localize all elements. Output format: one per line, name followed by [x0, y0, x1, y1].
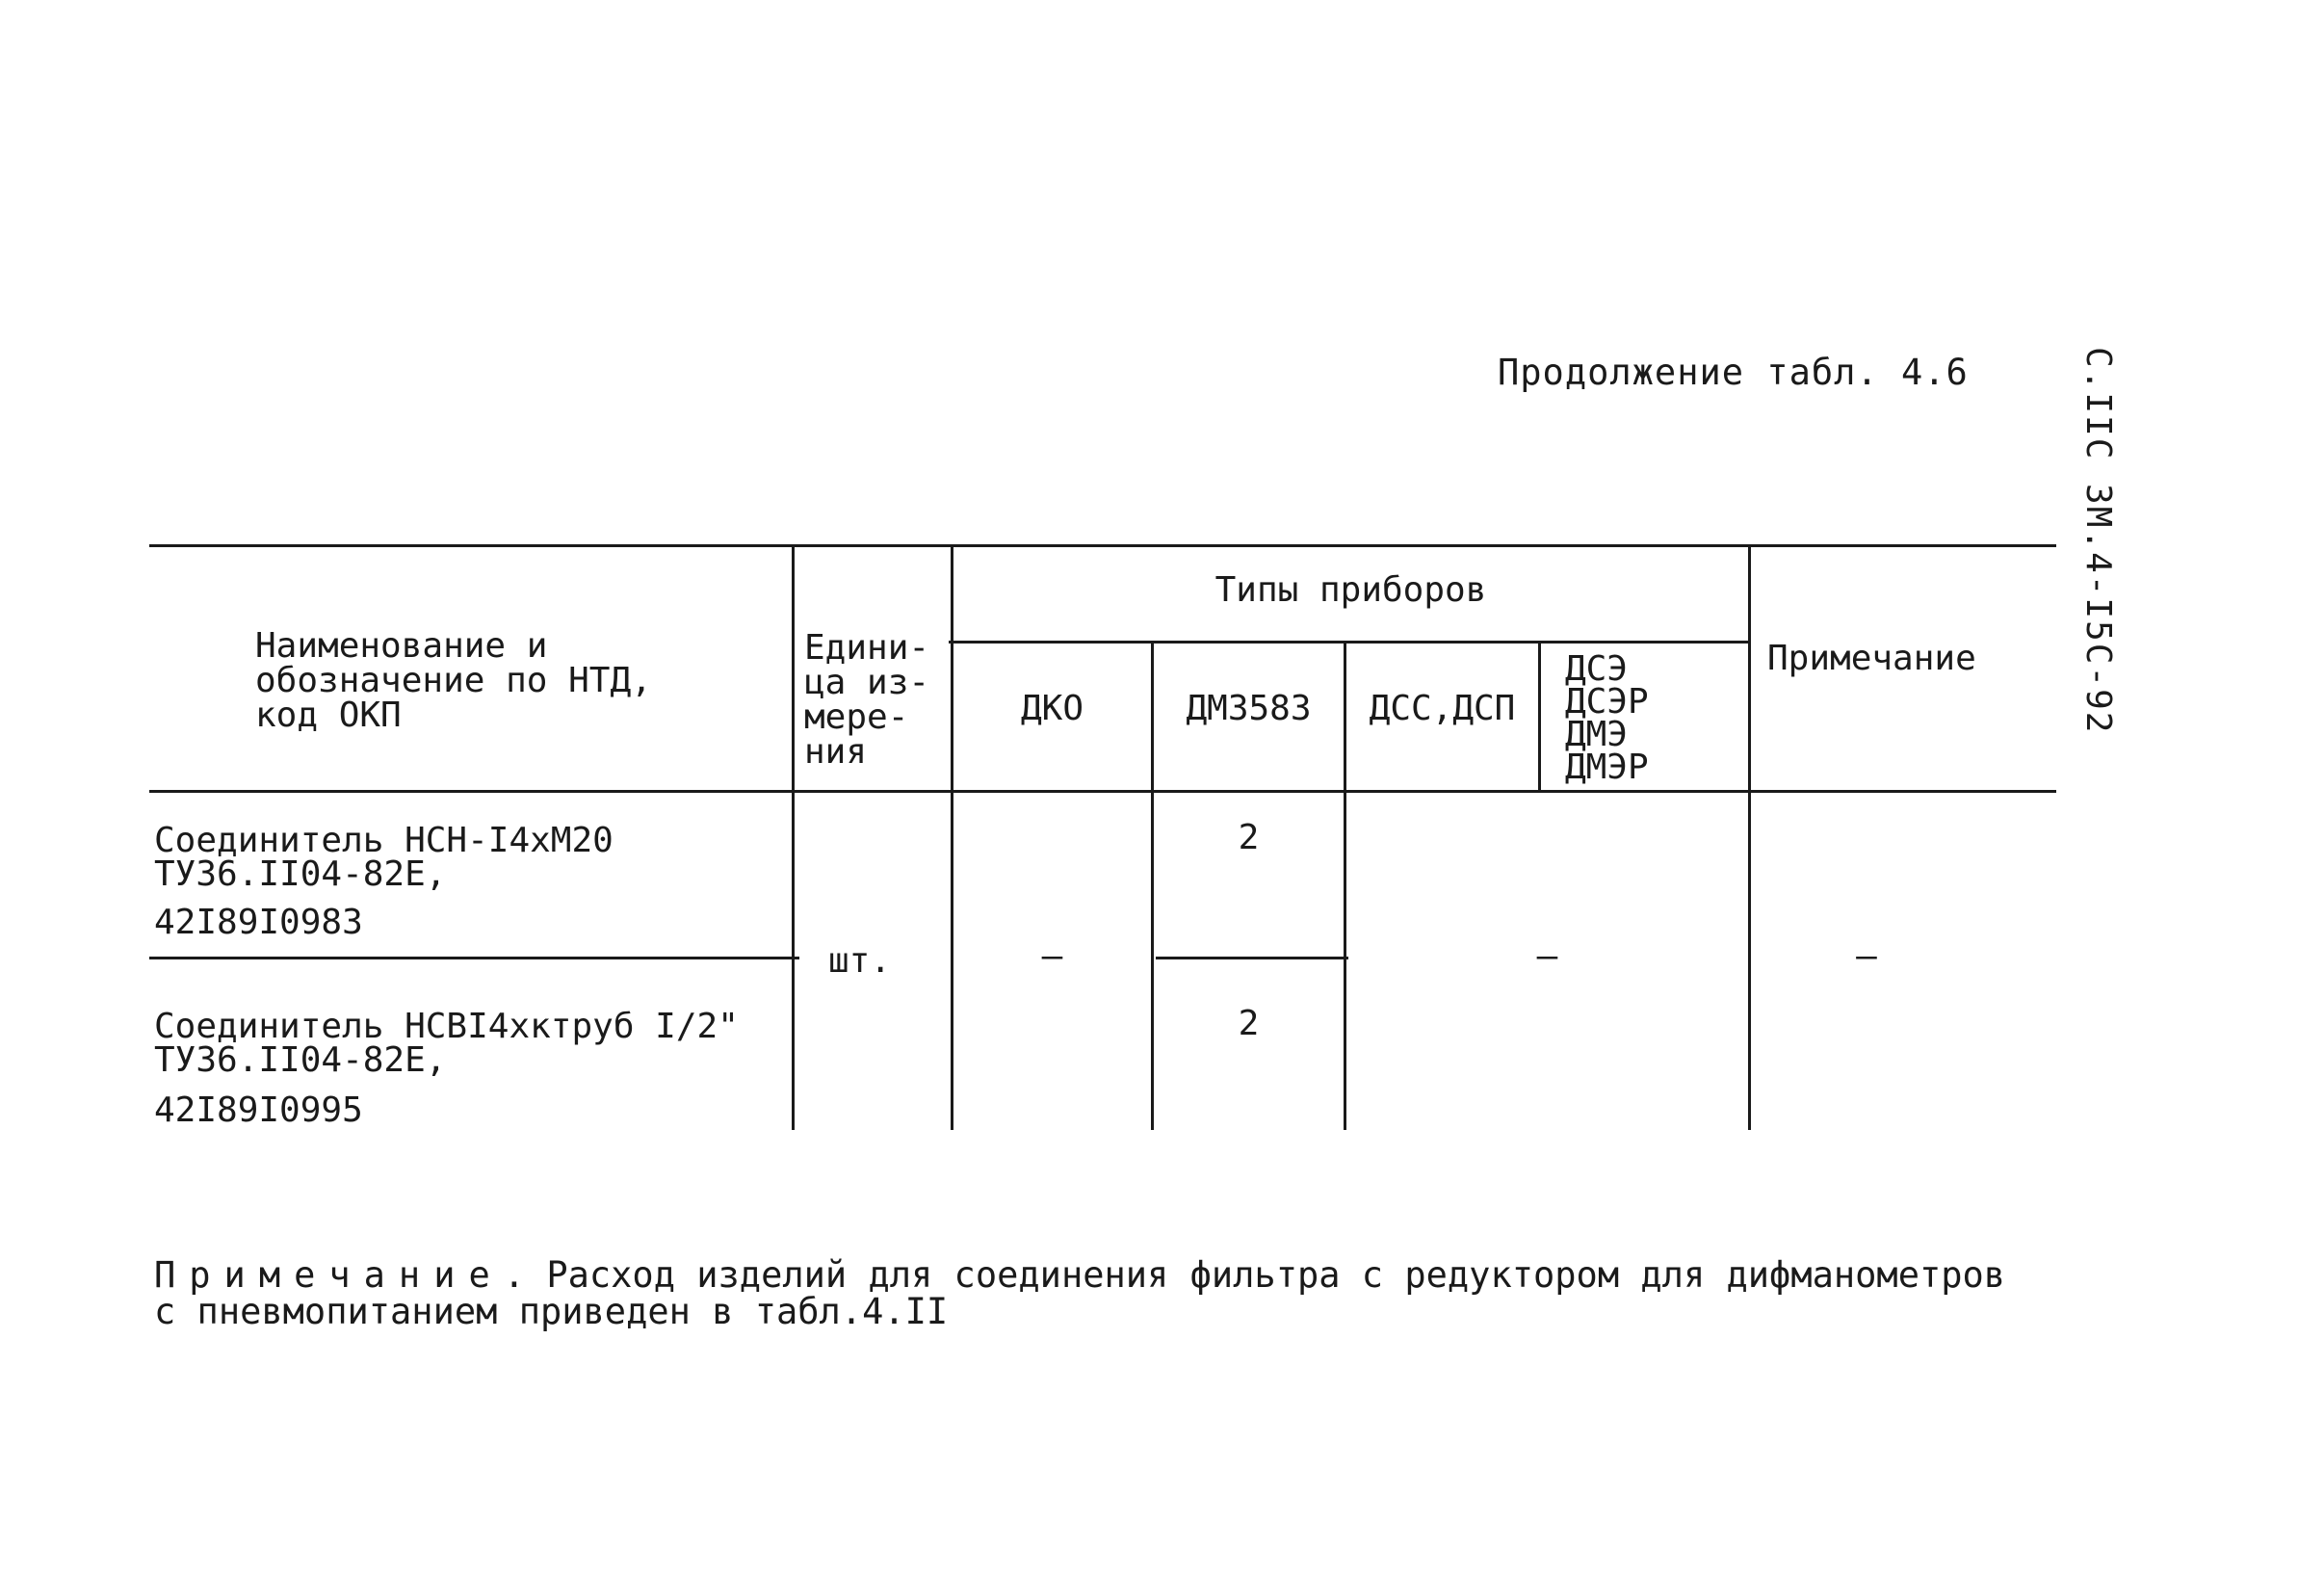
row1-okp-code: 42I89I0983	[154, 903, 363, 942]
types-subheader-rule	[949, 641, 1748, 644]
col-rule-unit-types	[951, 544, 953, 1130]
footnote-line2: с пневмопитанием приведен в табл.4.II	[154, 1291, 949, 1332]
header-types-group: Типы приборов	[1214, 570, 1487, 610]
footnote-line1	[154, 1254, 2006, 1296]
header-name: Наименование и обозначение по НТД, код ОКП	[255, 626, 652, 735]
unit-value: шт.	[828, 941, 892, 981]
footnote-text: . Расход изделий для соединения фильтра с редуктором для дифманометров	[503, 1254, 2006, 1296]
row2-name-line2: ТУ36.II04-82Е,	[154, 1040, 447, 1080]
dko-value: –	[1041, 936, 1063, 976]
col-rule-dss-dse	[1538, 641, 1541, 790]
footnote-label: Примечание	[154, 1254, 504, 1296]
header-type-dss-dsp: ДСС,ДСП	[1369, 689, 1516, 728]
document-code-vertical: С.IIС ЗМ.4-I5С-92	[2078, 347, 2118, 735]
footnote	[154, 1254, 2006, 1332]
row2-okp-code: 42I89I0995	[154, 1090, 363, 1130]
col-rule-name-unit	[792, 544, 795, 1130]
note-value: –	[1856, 936, 1877, 976]
row1-name-line2: ТУ36.II04-82Е,	[154, 854, 447, 894]
header-type-dko: ДКО	[1020, 689, 1084, 728]
table-continuation-caption: Продолжение табл. 4.6	[1498, 352, 1969, 393]
row2-name-line1: Соединитель НСВI4хктруб I/2"	[154, 1007, 739, 1046]
col-rule-types-note	[1748, 544, 1751, 1130]
header-type-dm3583: ДМ3583	[1186, 689, 1312, 728]
header-note: Примечание	[1767, 639, 1976, 678]
row-separator-dm3583	[1156, 957, 1348, 959]
row1-name-line1: Соединитель НСН-I4хМ20	[154, 821, 614, 860]
header-unit: Едини- ца из- мере- ния	[804, 628, 930, 772]
table-top-rule	[149, 544, 2056, 547]
dss-dse-value: –	[1536, 936, 1558, 976]
row-separator-name	[149, 957, 799, 959]
row2-dm3583-qty: 2	[1238, 1004, 1260, 1043]
header-type-dse-group: ДСЭ ДСЭР ДМЭ ДМЭР	[1565, 649, 1649, 787]
header-bottom-rule	[149, 790, 2056, 793]
row1-dm3583-qty: 2	[1238, 818, 1260, 857]
